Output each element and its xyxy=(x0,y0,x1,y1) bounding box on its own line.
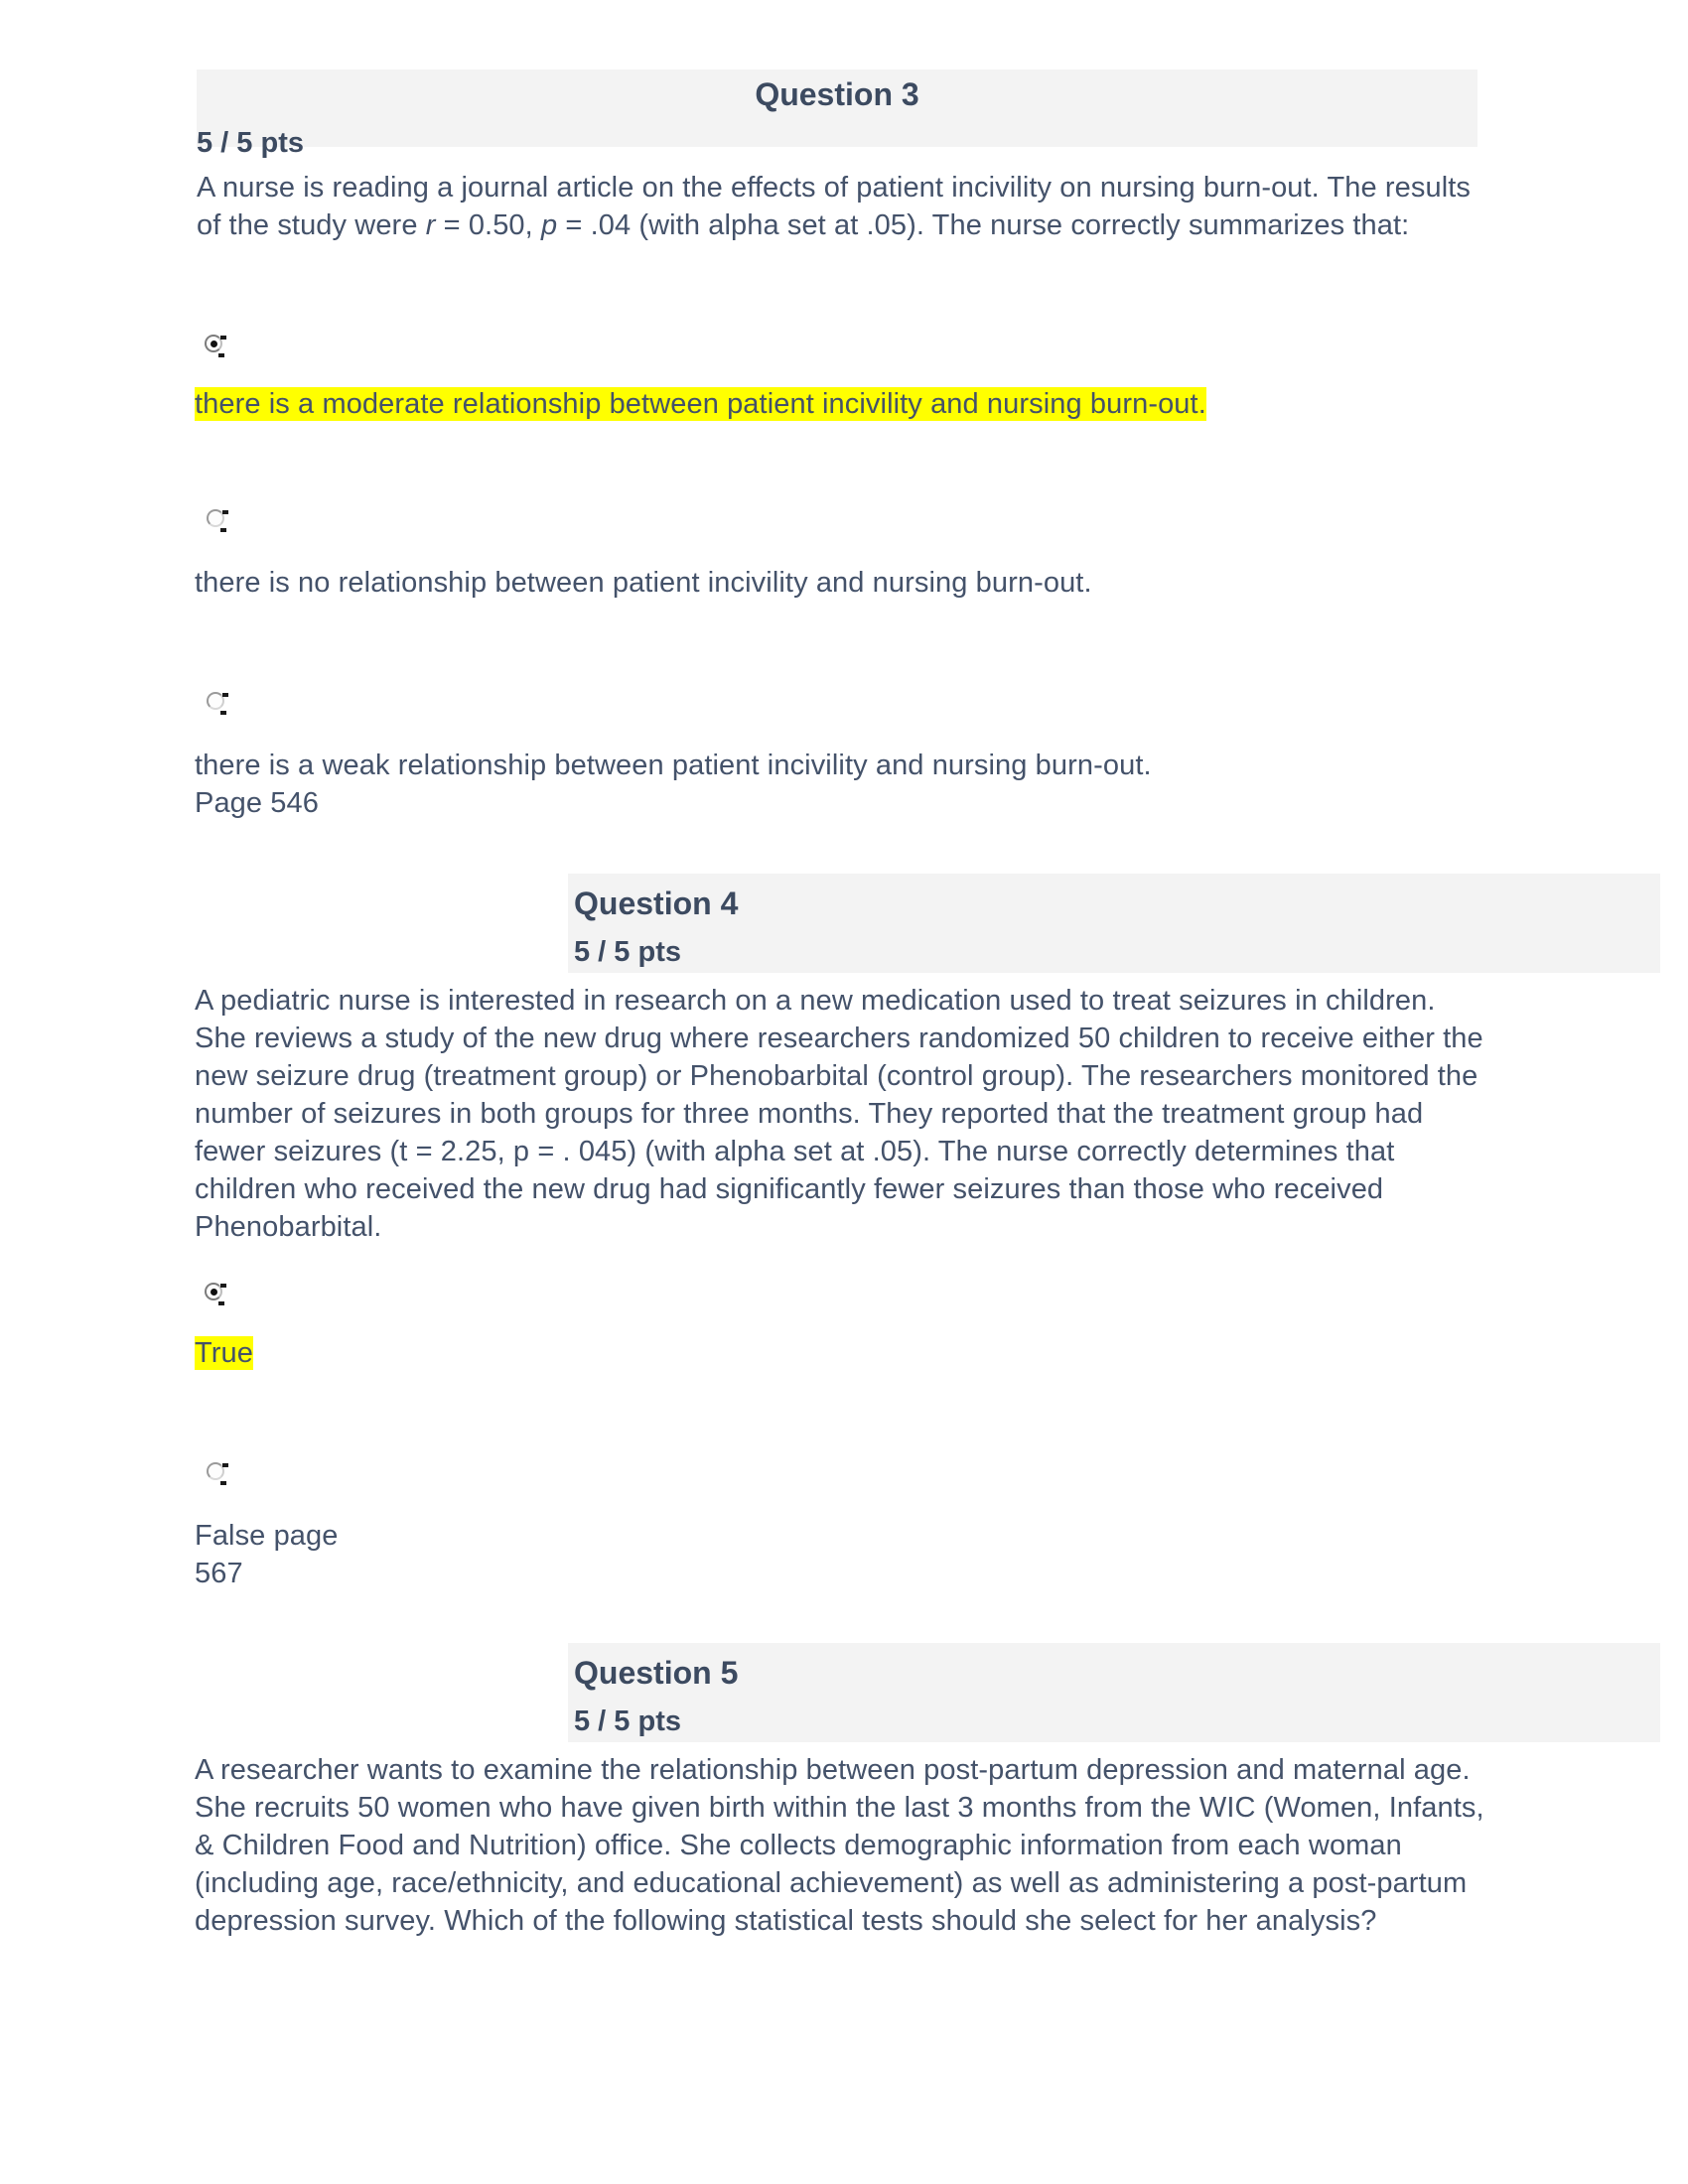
radio-unselected-icon[interactable] xyxy=(206,508,227,530)
question-4-option-1-radio[interactable] xyxy=(204,1282,225,1303)
question-3-var-r: r xyxy=(425,209,436,241)
question-4-option-1-text: True xyxy=(195,1337,253,1369)
question-4-option-2-radio[interactable] xyxy=(206,1461,227,1483)
radio-selected-icon[interactable] xyxy=(204,334,225,355)
question-3-option-3-label[interactable]: there is a weak relationship between patient incivility and nursing burn-out. xyxy=(195,750,1152,781)
question-3-option-2-label[interactable]: there is no relationship between patient incivility and nursing burn-out. xyxy=(195,567,1092,599)
question-4-points: 5 / 5 pts xyxy=(574,936,681,968)
question-3-option-1-text: there is a moderate relationship between patient incivility and nursing burn-out. xyxy=(195,388,1206,420)
question-3-points: 5 / 5 pts xyxy=(197,127,304,159)
question-3-note: Page 546 xyxy=(195,787,319,819)
question-3-option-2-radio[interactable] xyxy=(206,508,227,530)
question-5-title: Question 5 xyxy=(574,1655,739,1691)
question-3-title: Question 3 xyxy=(755,76,919,112)
question-3-prompt-part1: A nurse is reading a journal article on the effects of patient incivility on nursing burn-out. The results of the study were xyxy=(197,172,1472,241)
question-3-prompt xyxy=(197,169,1477,244)
question-4-option-2-text: False page xyxy=(195,1520,339,1552)
radio-unselected-icon[interactable] xyxy=(206,691,227,713)
question-3-option-1-radio[interactable] xyxy=(204,334,225,355)
question-3-prompt-part3: = .04 (with alpha set at .05). The nurse correctly summarizes that: xyxy=(557,209,1410,241)
question-5-points: 5 / 5 pts xyxy=(574,1706,681,1737)
question-3-option-3-radio[interactable] xyxy=(206,691,227,713)
question-4-option-1-label[interactable] xyxy=(195,1334,1485,1372)
question-4-title: Question 4 xyxy=(574,886,739,921)
question-4-option-2-label[interactable] xyxy=(195,1517,790,1592)
radio-selected-icon[interactable] xyxy=(204,1282,225,1303)
question-3-option-1-label[interactable] xyxy=(195,385,1485,423)
question-3-prompt-part2: = 0.50, xyxy=(435,209,541,241)
question-4-prompt: A pediatric nurse is interested in research on a new medication used to treat seizures in children. She reviews a study of the new drug where researchers randomized 50 children to receive either the new seizure drug (treatment group) or Phenobarbital (control group). The researchers monitored the number of seizures in both groups for three months. They reported that the treatment group had fewer seizures (t = 2.25, p = . 045) (with alpha set at .05). The nurse correctly determines that children who received the new drug had significantly fewer seizures than those who received Phenobarbital. xyxy=(195,985,1483,1243)
radio-unselected-icon[interactable] xyxy=(206,1461,227,1483)
question-5-prompt: A researcher wants to examine the relationship between post-partum depression and maternal age. She recruits 50 women who have given birth within the last 3 months from the WIC (Women, Infants, & Children Food and Nutrition) office. She collects demographic information from each woman (including age, race/ethnicity, and educational achievement) as well as administering a post-partum depression survey. Which of the following statistical tests should she select for her analysis? xyxy=(195,1754,1484,1937)
question-4-option-2-text-line2: 567 xyxy=(195,1558,243,1589)
question-3-var-p: p xyxy=(540,209,558,241)
